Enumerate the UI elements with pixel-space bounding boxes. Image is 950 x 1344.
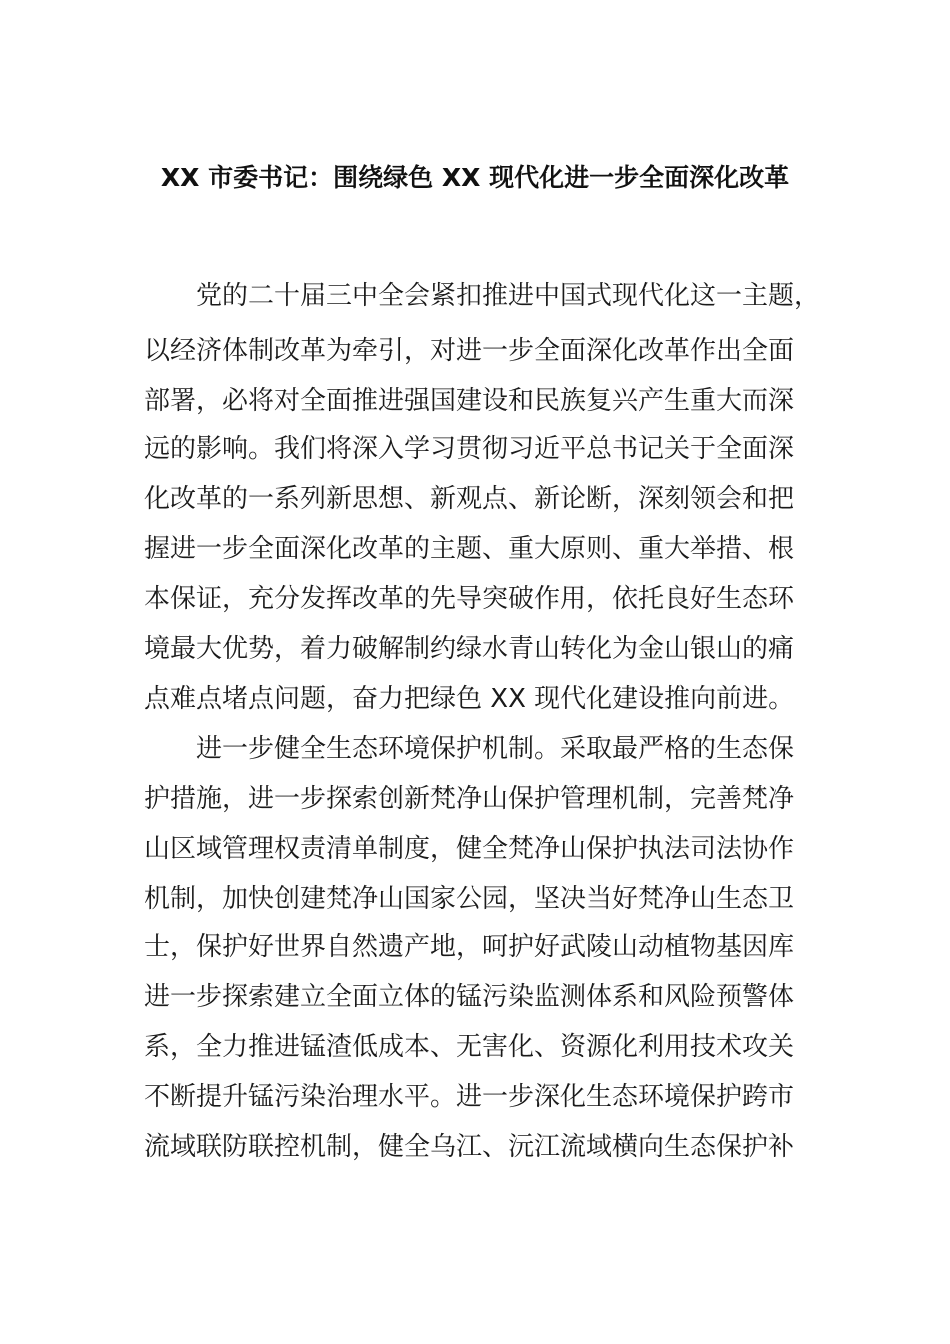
paragraph-line: 护措施，进一步探索创新梵净山保护管理机制，完善梵净 [144, 784, 795, 814]
paragraph-line: 握进一步全面深化改革的主题、重大原则、重大举措、根 [144, 534, 795, 564]
paragraph-line: 境最大优势，着力破解制约绿水青山转化为金山银山的痛 [144, 634, 795, 664]
paragraph-line: 山区域管理权责清单制度，健全梵净山保护执法司法协作 [144, 834, 795, 864]
paragraph-line: 远的影响。我们将深入学习贯彻习近平总书记关于全面深 [144, 434, 795, 464]
paragraph-line: 进一步健全生态环境保护机制。采取最严格的生态保 [196, 734, 795, 764]
paragraph-line: 化改革的一系列新思想、新观点、新论断，深刻领会和把 [144, 484, 795, 514]
paragraph-line: 本保证，充分发挥改革的先导突破作用，依托良好生态环 [144, 584, 795, 614]
paragraph-line: 以经济体制改革为牵引，对进一步全面深化改革作出全面 [144, 336, 795, 366]
paragraph-line: 流域联防联控机制，健全乌江、沅江流域横向生态保护补 [144, 1132, 795, 1162]
paragraph-line: 党的二十届三中全会紧扣推进中国式现代化这一主题， [196, 281, 821, 311]
paragraph-line: 部署，必将对全面推进强国建设和民族复兴产生重大而深 [144, 386, 795, 416]
paragraph-line: 系，全力推进锰渣低成本、无害化、资源化利用技术攻关 [144, 1032, 795, 1062]
paragraph-line: 进一步探索建立全面立体的锰污染监测体系和风险预警体 [144, 982, 795, 1012]
paragraph-line: 士，保护好世界自然遗产地，呵护好武陵山动植物基因库 [144, 932, 795, 962]
paragraph-line: 点难点堵点问题，奋力把绿色 XX 现代化建设推向前进。 [144, 684, 795, 714]
paragraph-line: 机制，加快创建梵净山国家公园，坚决当好梵净山生态卫 [144, 884, 795, 914]
document-title: XX 市委书记：围绕绿色 XX 现代化进一步全面深化改革 [160, 163, 790, 192]
paragraph-line: 不断提升锰污染治理水平。进一步深化生态环境保护跨市 [144, 1082, 795, 1112]
